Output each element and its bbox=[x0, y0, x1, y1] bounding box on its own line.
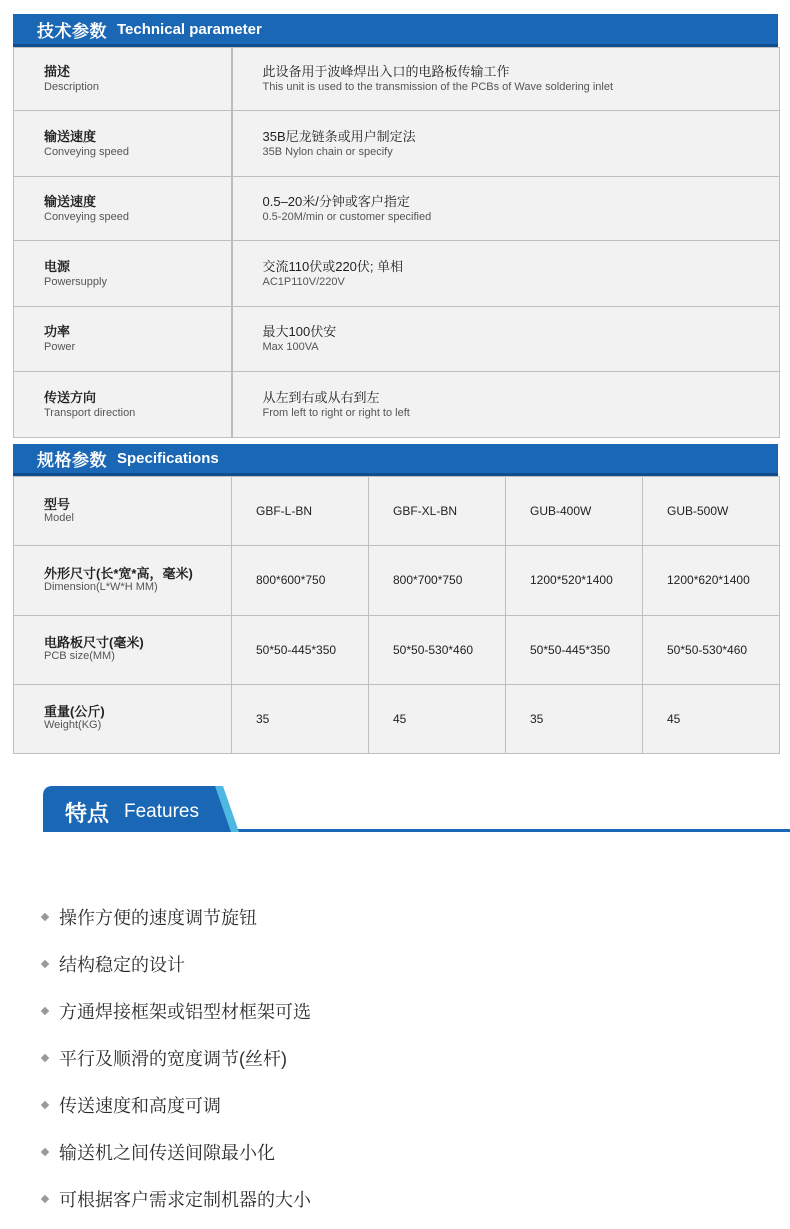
feature-item bbox=[42, 1034, 311, 1081]
technical-value-cn: 交流110伏或220伏; 单相 bbox=[262, 258, 404, 274]
technical-value-cn: 35B尼龙链条或用户制定法 bbox=[262, 128, 416, 144]
feature-item-text: 输送机之间传送间隙最小化 bbox=[59, 1142, 275, 1163]
technical-label-en: Powersupply bbox=[44, 275, 107, 288]
specifications-header-cn: 规格参数 bbox=[37, 451, 107, 470]
technical-label-cn: 功率 bbox=[44, 324, 71, 339]
specifications-label-cell bbox=[14, 477, 232, 546]
specifications-row bbox=[14, 615, 780, 684]
specifications-row bbox=[14, 546, 780, 615]
technical-label-cn: 输送速度 bbox=[44, 193, 97, 209]
diamond-bullet-icon bbox=[41, 1101, 49, 1109]
technical-value-cell bbox=[232, 48, 780, 111]
specifications-value-cell: 50*50-445*350 bbox=[232, 615, 369, 684]
specifications-value-cell: 800*700*750 bbox=[369, 546, 506, 615]
technical-row bbox=[14, 111, 780, 177]
specifications-label-en: Dimension(L*W*H MM) bbox=[44, 580, 158, 593]
specifications-row bbox=[14, 477, 780, 546]
technical-label-cell bbox=[14, 177, 232, 241]
diamond-bullet-icon bbox=[41, 1148, 49, 1156]
specifications-value-cell: 50*50-530*460 bbox=[369, 615, 506, 684]
technical-label-cell bbox=[14, 372, 232, 438]
technical-parameter-table bbox=[13, 47, 780, 438]
technical-label-en: Power bbox=[44, 341, 76, 353]
technical-value-cell bbox=[232, 372, 780, 438]
technical-label-en: Transport direction bbox=[44, 406, 136, 419]
technical-value-en: 0.5-20M/min or customer specified bbox=[262, 210, 432, 223]
feature-item-text: 传送速度和高度可调 bbox=[59, 1095, 221, 1116]
specifications-label-en: PCB size(MM) bbox=[44, 650, 115, 663]
technical-label-en: Conveying speed bbox=[44, 210, 130, 223]
feature-item-text: 平行及顺滑的宽度调节(丝杆) bbox=[59, 1048, 287, 1069]
specifications-value-cell: GUB-500W bbox=[643, 477, 780, 546]
specifications-value-cell: GBF-XL-BN bbox=[369, 477, 506, 546]
specifications-value-cell: 45 bbox=[643, 684, 780, 753]
specifications-label-cn: 电路板尺寸(毫米) bbox=[44, 635, 144, 651]
feature-item-text: 结构稳定的设计 bbox=[59, 954, 185, 975]
technical-label-cell bbox=[14, 307, 232, 372]
specifications-label-cn: 型号 bbox=[44, 496, 71, 512]
specifications-value-cell: 45 bbox=[369, 684, 506, 753]
features-title-cn: 特点 bbox=[65, 801, 110, 826]
feature-item bbox=[42, 940, 311, 987]
technical-label-en: Conveying speed bbox=[44, 145, 130, 158]
features-tab bbox=[43, 786, 239, 832]
specifications-value-cell: GBF-L-BN bbox=[232, 477, 369, 546]
specifications-label-cn: 外形尺寸(长*宽*高，毫米) bbox=[44, 565, 193, 581]
feature-item bbox=[42, 1081, 311, 1128]
technical-row bbox=[14, 48, 780, 111]
specifications-value-cell: 1200*620*1400 bbox=[643, 546, 780, 615]
specifications-label-cell bbox=[14, 546, 232, 615]
technical-label-cell bbox=[14, 111, 232, 177]
technical-value-cell bbox=[232, 241, 780, 307]
technical-row bbox=[14, 372, 780, 438]
features-title-en: Features bbox=[124, 801, 199, 822]
technical-label-en: Description bbox=[44, 81, 100, 93]
technical-label-cn: 传送方向 bbox=[44, 389, 97, 405]
specifications-label-cell bbox=[14, 684, 232, 753]
technical-label-cell bbox=[14, 48, 232, 111]
specifications-value-cell: 1200*520*1400 bbox=[506, 546, 643, 615]
diamond-bullet-icon bbox=[41, 1195, 49, 1203]
technical-value-cn: 从左到右或从右到左 bbox=[262, 389, 380, 405]
technical-value-en: Max 100VA bbox=[262, 341, 319, 353]
specifications-header bbox=[13, 444, 778, 476]
specifications-header-en: Specifications bbox=[117, 450, 219, 467]
specifications-value-cell: 800*600*750 bbox=[232, 546, 369, 615]
specifications-table bbox=[13, 476, 780, 754]
technical-label-cn: 描述 bbox=[44, 64, 71, 79]
technical-parameter-header bbox=[13, 14, 778, 47]
diamond-bullet-icon bbox=[41, 1054, 49, 1062]
technical-value-en: From left to right or right to left bbox=[262, 406, 410, 419]
specifications-value-cell: 50*50-530*460 bbox=[643, 615, 780, 684]
feature-item bbox=[42, 1128, 311, 1175]
feature-item-text: 方通焊接框架或铝型材框架可选 bbox=[59, 1001, 311, 1022]
specifications-value-cell: 35 bbox=[506, 684, 643, 753]
specifications-value-cell: 50*50-445*350 bbox=[506, 615, 643, 684]
diamond-bullet-icon bbox=[41, 960, 49, 968]
technical-header-en: Technical parameter bbox=[117, 20, 262, 38]
diamond-bullet-icon bbox=[41, 913, 49, 921]
specifications-label-en: Weight(KG) bbox=[44, 719, 102, 732]
features-list bbox=[42, 893, 311, 1222]
diamond-bullet-icon bbox=[41, 1007, 49, 1015]
specifications-value-cell: 35 bbox=[232, 684, 369, 753]
specifications-value-cell: GUB-400W bbox=[506, 477, 643, 546]
specifications-row bbox=[14, 684, 780, 753]
feature-item-text: 可根据客户需求定制机器的大小 bbox=[59, 1189, 311, 1210]
technical-value-en: AC1P110V/220V bbox=[262, 275, 345, 288]
technical-label-cell bbox=[14, 241, 232, 307]
technical-row bbox=[14, 307, 780, 372]
feature-item bbox=[42, 987, 311, 1034]
feature-item-text: 操作方便的速度调节旋钮 bbox=[59, 907, 257, 928]
technical-value-en: This unit is used to the transmission of the PCBs of Wave soldering inlet bbox=[262, 81, 614, 93]
specifications-label-cn: 重量(公斤) bbox=[44, 704, 105, 720]
technical-value-cell bbox=[232, 177, 780, 241]
technical-value-cn: 0.5–20米/分钟或客户指定 bbox=[262, 193, 410, 209]
technical-row bbox=[14, 241, 780, 307]
feature-item bbox=[42, 893, 311, 940]
technical-value-cn: 最大100伏安 bbox=[262, 324, 337, 339]
technical-value-en: 35B Nylon chain or specify bbox=[262, 145, 393, 158]
technical-header-cn: 技术参数 bbox=[37, 21, 107, 41]
technical-label-cn: 输送速度 bbox=[44, 128, 97, 144]
technical-value-cell bbox=[232, 111, 780, 177]
technical-label-cn: 电源 bbox=[44, 258, 71, 274]
specifications-label-en: Model bbox=[44, 511, 74, 524]
technical-value-cell bbox=[232, 307, 780, 372]
feature-item bbox=[42, 1175, 311, 1222]
technical-row bbox=[14, 177, 780, 241]
specifications-label-cell bbox=[14, 615, 232, 684]
technical-value-cn: 此设备用于波峰焊出入口的电路板传输工作 bbox=[262, 64, 510, 79]
